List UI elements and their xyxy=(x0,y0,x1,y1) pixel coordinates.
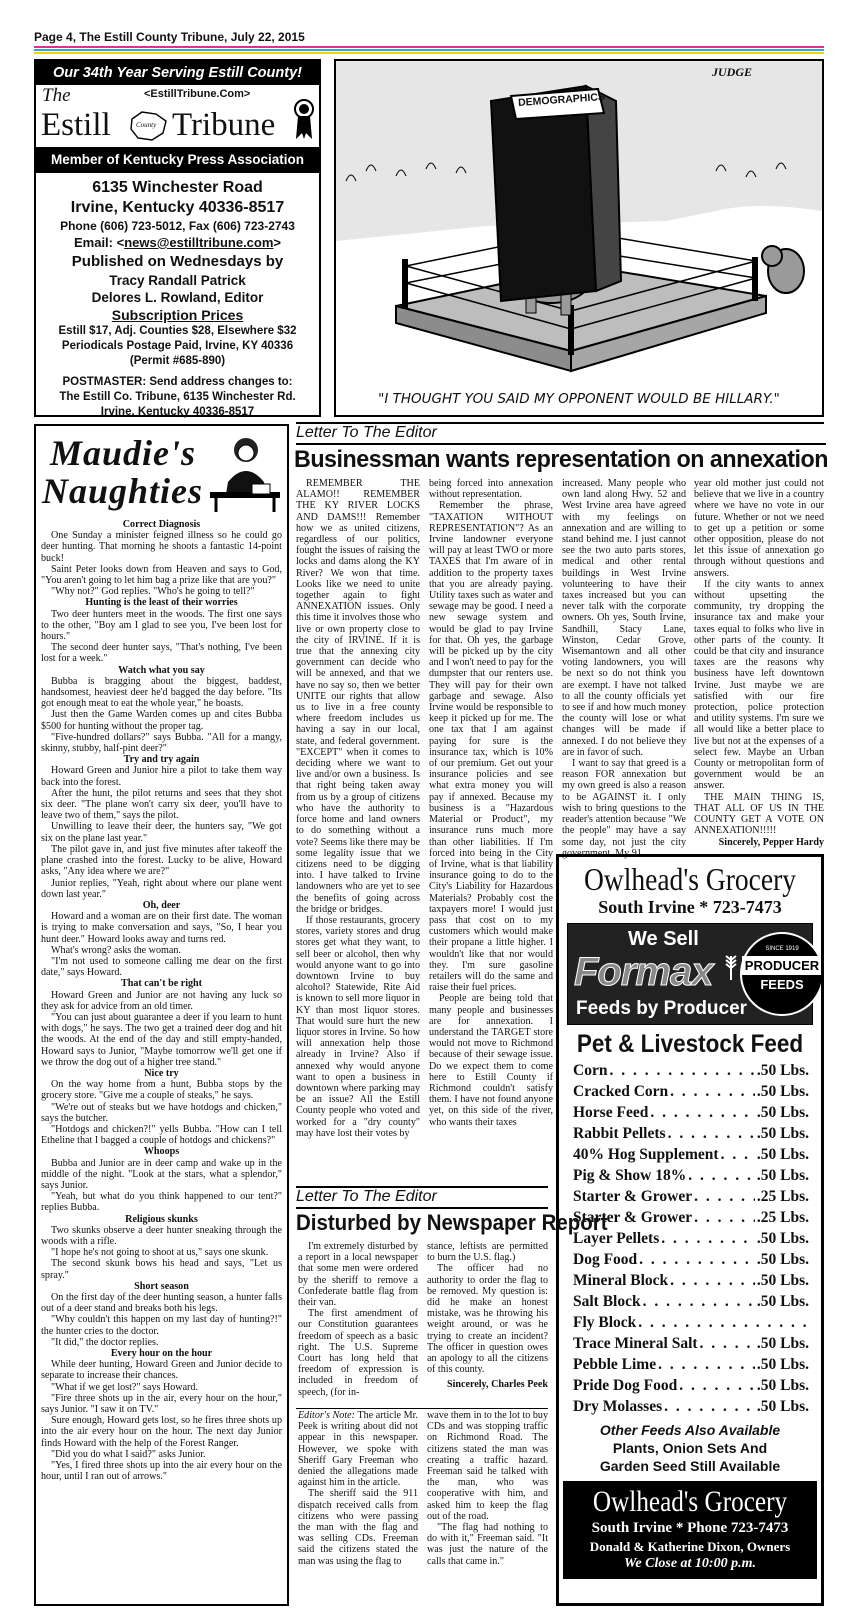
feed-item-name: Pebble Lime xyxy=(573,1356,657,1373)
formax-brand: Formax xyxy=(574,950,713,994)
masthead-box xyxy=(34,59,321,417)
letter2-signature: Sincerely, Charles Peek xyxy=(446,1379,548,1391)
joke-heading: Whoops xyxy=(143,1146,180,1158)
feed-item-row xyxy=(559,1249,821,1270)
feed-item-name: 40% Hog Supplement xyxy=(573,1146,719,1163)
paragraph: If those restaurants, grocery stores, variety stores and drug stores get what they want, to sell beer or alcohol, then why would anyone want to go into downtown Irvine to buy alcohol? Statewide, Rite Aid is known to sell more liquor in KY than most liquor stores. That would sure hurt the new liquor stores in Irvine. So how will annexation help those already in Irvine? Also if annexed why would anyone want to open a business in downtown where parking may be an issue? All the Estill County people who voted and worked for a "dry county" may have lost their votes by xyxy=(296,914,420,1139)
feed-item-leader xyxy=(658,1354,755,1375)
editors-note-text: The article Mr. Peek is writing about did not appear in this newspaper. However, we spoke with Sheriff Gary Freeman who denied the allegations made against him in the article. xyxy=(298,1410,418,1489)
address-line-2: Irvine, Kentucky 40336-8517 xyxy=(70,199,285,216)
feed-item-leader xyxy=(638,1312,807,1333)
feed-item-leader xyxy=(721,1144,755,1165)
feed-item-size: .50 Lbs. xyxy=(756,1377,809,1394)
joke-paragraph: While deer hunting, Howard Green and Junior decide to separate to increase their chances. xyxy=(41,1359,282,1382)
joke-paragraph: Two skunks observe a deer hunter sneaking through the woods with a rifle. xyxy=(41,1224,282,1247)
postage-line: Periodicals Postage Paid, Irvine, KY 40336 xyxy=(61,340,294,352)
paragraph: If the city wants to annex without upsetting the community, try dropping the insurance tax and make your taxes equal to folks who live in other parts of the county. It could be that city and insurance taxes are the reasons why business have left downtown Irvine. Just maybe we are satisfied with our fire protection, police protection and utility systems. I'm sure we all would like a better place to live but not at the expenses of a select few. Maybe an Urban County or metropolitan form of government would be an answer. xyxy=(694,578,824,792)
joke-paragraph: The pilot gave in, and just five minutes after takeoff the plane crashed into the forest. Lucky to be alive, Howard asks, "Any idea where we are?" xyxy=(41,843,282,878)
masthead-logo xyxy=(36,85,319,147)
feed-item-leader xyxy=(661,1228,755,1249)
joke-paragraph: After the hunt, the pilot returns and sees that they shot six deer. "The plane won't carry six deer, you'll have to leave two of them," says the pilot. xyxy=(41,787,282,822)
feed-item-row xyxy=(559,1144,821,1165)
logo-the: The xyxy=(42,85,71,106)
member-bar: Member of Kentucky Press Association xyxy=(36,147,319,173)
postmaster-line-1: POSTMASTER: Send address changes to: xyxy=(62,376,293,388)
joke-heading: Correct Diagnosis xyxy=(122,519,201,530)
letter2-column-2 xyxy=(427,1241,548,1391)
badge-since: SINCE 1919 xyxy=(765,946,799,952)
paragraph: People are being told that many people and businesses are for annexation. I understand the TARGET store would not move to Richmond because of their sewage issue. Do we expect them to come here to Estill County if Richmond couldn't satisfy them. I have not found anyone yet, on this side of the river, who wants their taxes xyxy=(429,993,553,1128)
subscription-prices: Estill $17, Adj. Counties $28, Elsewhere $32 xyxy=(58,325,297,337)
feed-item-name: Rabbit Pellets xyxy=(573,1125,666,1142)
rule-cyan xyxy=(34,49,824,51)
badge-producer: PRODUCER xyxy=(742,956,822,975)
editors-note-paragraph xyxy=(298,1410,418,1488)
feed-item-size: .25 Lbs. xyxy=(756,1209,809,1226)
editorial-cartoon xyxy=(334,59,824,417)
phone-line: Phone (606) 723-5012, Fax (606) 723-2743 xyxy=(60,219,295,233)
paragraph: increased. Many people who own land along Hwy. 52 and West Irvine area have agreed with my feelings on annexation and are willing to stand behind me. I just cannot see the two auto parts stores, medical and other rental buildings in West Irvine volunteering to have their taxes increased but you can never talk with the corporate owners. Oh yes, South Irvine, Sandhill, Stacy Lane, Winston, Cedar Grove, Wisemantown and all other voting landowners, you will be next so do not think you are exempt. I have not talked to all the county officials yet to see if and how much money the county will lose or what changes will be made if annexed. I do not believe they are in favor of such. xyxy=(562,478,686,758)
joke-paragraph: Bubba and Junior are in deer camp and wake up in the middle of the night. "Look at the stars, what a splendor," says Junior. xyxy=(41,1157,282,1191)
editor-line: Delores L. Rowland, Editor xyxy=(91,290,264,305)
joke-paragraph: "I'm not used to someone calling me dear on the first date," says Howard. xyxy=(41,955,282,979)
letter1-column-3 xyxy=(562,478,686,859)
editors-note-column-2 xyxy=(427,1410,548,1567)
producer-feeds-badge xyxy=(740,932,824,1016)
logo-county: County xyxy=(136,121,157,129)
joke-paragraph: Just then the Game Warden comes up and cites Bubba $500 for hunting without the proper tag. xyxy=(41,709,282,732)
cartoon-drawing xyxy=(336,61,822,415)
feed-item-leader xyxy=(700,1333,755,1354)
feeds-by-producer: Feeds by Producer xyxy=(576,998,748,1019)
feed-item-name: Starter & Grower xyxy=(573,1209,693,1226)
maudie-jokes xyxy=(41,519,282,1482)
feed-item-row xyxy=(559,1060,821,1081)
feed-item-leader xyxy=(694,1186,755,1207)
formax-banner xyxy=(567,923,820,1025)
email-suffix: > xyxy=(273,235,282,250)
paragraph: I want to say that greed is a reason FOR annexation but my own greed is also a reason to be AGAINST it. I only wish to bring questions to the reader's attention because "We the people" may have a say some day, not just the city government. My 91 xyxy=(562,758,686,859)
editors-note-paragraph: The sheriff said the 911 dispatch received calls from citizens who were passing the man with the flag and was selling CDs. Freeman said the citizens stated the man was using the flag to xyxy=(298,1488,418,1567)
letter2-column-1 xyxy=(298,1241,418,1398)
footer-store-name: Owlhead's Grocery xyxy=(592,1485,788,1518)
feed-item-row xyxy=(559,1081,821,1102)
feed-item-row xyxy=(559,1312,821,1333)
feed-item-leader xyxy=(668,1123,755,1144)
joke-heading: Every hour on the hour xyxy=(110,1348,213,1360)
logo-estill: Estill xyxy=(41,107,111,143)
paragraph: "The flag had nothing to do with it," Freeman said. "It was just the nature of the calls that came in." xyxy=(427,1522,548,1567)
feed-price-list xyxy=(559,1060,821,1417)
rule-yellow xyxy=(34,52,824,54)
feed-item-row xyxy=(559,1270,821,1291)
joke-heading: Oh, deer xyxy=(142,899,181,911)
paragraph: being forced into annexation without representation. xyxy=(429,478,553,501)
joke-paragraph: "Yeah, but what do you think happened to our tent?" replies Bubba. xyxy=(41,1191,282,1214)
joke-paragraph: Howard and a woman are on their first date. The woman is trying to make conversation and says, "So, I hear you hunt deer." Howard looks away and turns red. xyxy=(41,911,282,945)
joke-heading: Nice try xyxy=(144,1067,179,1079)
feed-item-size: .50 Lbs. xyxy=(756,1230,809,1247)
letter2-headline: Disturbed by Newspaper Report xyxy=(296,1210,608,1235)
letter2-kicker-rule xyxy=(296,1207,548,1209)
feed-item-name: Fly Block xyxy=(573,1314,637,1331)
maudie-title-2: Naughties xyxy=(42,471,204,511)
feed-item-leader xyxy=(650,1102,755,1123)
cartoon-sign: DEMOGRAPHICS xyxy=(517,90,606,109)
letter1-kicker-rule xyxy=(296,443,826,445)
feed-item-leader xyxy=(679,1375,755,1396)
editors-note-label: Editor's Note: xyxy=(298,1410,355,1421)
feed-item-size: .50 Lbs. xyxy=(756,1251,809,1268)
joke-heading: Watch what you say xyxy=(118,664,205,676)
feed-item-size: .50 Lbs. xyxy=(756,1083,809,1100)
feed-item-leader xyxy=(688,1165,755,1186)
paragraph: THE MAIN THING IS, THAT ALL OF US IN THE COUNTY GET A VOTE ON ANNEXATION!!!!! xyxy=(694,791,824,837)
joke-paragraph: Saint Peter looks down from Heaven and says to God, "You aren't going to let him bag a prize like that are you?" xyxy=(41,563,282,587)
owlheads-grocery-ad xyxy=(556,854,824,1606)
feed-item-name: Corn xyxy=(573,1062,608,1079)
footer-owners: Donald & Katherine Dixon, Owners xyxy=(589,1539,791,1554)
feed-item-size: .50 Lbs. xyxy=(756,1062,809,1079)
joke-paragraph: "You can just about guarantee a deer if you learn to hunt with dogs," he says. The two get a trained deer dog and hit the woods. At the end of the day and still empty-handed, Howard says to Junior, "Maybe tomorrow we'll get one if we throw the dog out of a higher tree stand." xyxy=(41,1011,282,1068)
masthead-info xyxy=(36,173,319,420)
joke-paragraph: "Five-hundred dollars?" says Bubba. "All for a mangy, skinny, stubby, half-pint deer?" xyxy=(41,731,282,755)
feed-item-size: .50 Lbs. xyxy=(756,1146,809,1163)
paragraph: The officer had no authority to order the flag to be removed. My question is: did he make an honest mistake, was he throwing his weight around, or was he trying to create an incident? The officer in question owes an apology to all the citizens of this county. xyxy=(427,1263,548,1376)
joke-paragraph: The second deer hunter says, "That's nothing, I've been lost for a week." xyxy=(41,642,282,665)
badge-feeds: FEEDS xyxy=(760,977,804,992)
editors-note-rule xyxy=(296,1408,548,1409)
feed-item-name: Starter & Grower xyxy=(573,1188,693,1205)
joke-heading: Try and try again xyxy=(123,754,200,766)
feed-item-leader xyxy=(694,1207,755,1228)
joke-paragraph: "It did," the doctor replies. xyxy=(51,1336,159,1348)
joke-paragraph: On the first day of the deer hunting season, a hunter falls out of a deer stand and breaks both his legs. xyxy=(41,1292,282,1315)
feed-item-row xyxy=(559,1354,821,1375)
feed-item-row xyxy=(559,1165,821,1186)
postmaster-line-3: Irvine, Kentucky 40336-8517 xyxy=(100,406,255,418)
feed-item-size: .50 Lbs. xyxy=(756,1125,809,1142)
joke-paragraph: "Why couldn't this happen on my last day of hunting?!" the hunter cries to the doctor. xyxy=(41,1314,282,1337)
feed-item-name: Pig & Show 18% xyxy=(573,1167,687,1184)
feed-item-size: .50 Lbs. xyxy=(756,1398,809,1415)
footer-phone: South Irvine * Phone 723-7473 xyxy=(591,1520,789,1536)
maudies-naughties-box xyxy=(34,424,289,1606)
feed-item-name: Mineral Block xyxy=(573,1272,669,1289)
ad-footer xyxy=(563,1481,817,1579)
feed-item-size: .50 Lbs. xyxy=(756,1356,809,1373)
subscription-title: Subscription Prices xyxy=(111,307,244,323)
feed-item-size: .50 Lbs. xyxy=(756,1272,809,1289)
joke-paragraph: "Fire three shots up in the air, every hour on the hour," says Junior. "I saw it on TV." xyxy=(41,1392,282,1416)
joke-paragraph: Two deer hunters meet in the woods. The first one says to the other, "Boy am I glad to see you, I've been lost for hours." xyxy=(41,608,282,643)
paragraph: wave them in to the lot to buy CDs and was stopping traffic on Richmond Road. The citizens stated the man was creating a traffic hazard. Freeman said he talked with the man, who was cooperative with him, and asked him to keep the flag out of the road. xyxy=(427,1410,548,1522)
joke-paragraph: Unwilling to leave their deer, the hunters say, "We got six on the plane last year." xyxy=(41,821,282,844)
feed-item-row xyxy=(559,1228,821,1249)
feed-item-name: Salt Block xyxy=(573,1293,641,1310)
joke-paragraph: "Yes, I fired three shots up into the air every hour on the hour, until I ran out of arrows." xyxy=(41,1460,282,1483)
paragraph: The first amendment of our Constitution guarantees freedom of speech as a basic right. The U.S. Supreme Court has long held that freedom of expression is included in freedom of speech, (for in- xyxy=(298,1308,418,1398)
feed-item-row xyxy=(559,1396,821,1417)
ad-other-3: Garden Seed Still Available xyxy=(599,1458,781,1474)
footer-closing-time: We Close at 10:00 p.m. xyxy=(624,1556,756,1571)
logo-web: <EstillTribune.Com> xyxy=(144,88,251,100)
email-prefix: Email: < xyxy=(73,235,125,250)
joke-heading: Hunting is the least of their worries xyxy=(85,597,238,609)
ad-store-name: Owlhead's Grocery xyxy=(583,861,797,897)
feed-item-size: .25 Lbs. xyxy=(756,1188,809,1205)
email-link[interactable]: news@estilltribune.com xyxy=(124,235,274,250)
email-line xyxy=(36,234,319,251)
paragraph: REMEMBER THE ALAMO!! REMEMBER THE KY RIVER LOCKS AND DAMS!!! Remember how we as united citizens, regardless of our politics, fought the issues of raising the locks and dams along the KY River? We won that time. Looks like we need to unite together again to fight ANNEXATION issues. Only this time it involves those who live or own property close to the city of IRVINE. If it is true that the annexing city government can decide who will be annexed, and that we have no say so, then we better UNITE our rights that allow us to live in a free county where freedom includes us having a say in our local, state, and federal government. "EXCEPT" when it comes to deciding where we want to live and/or own a business. Is that right being taken away from us by a group of citizens who have the authority to force home and land owners to do something without a vote? Seems like there may be some legality issue that we citizens need to be digging into. I have talked to Irvine landowners who are yet to see the benefits of going across the bridge or bridges. xyxy=(296,478,420,915)
feed-item-name: Horse Feed xyxy=(573,1104,649,1121)
joke-paragraph: "I hope he's not going to shoot at us," says one skunk. xyxy=(51,1247,269,1259)
feed-item-size: .50 Lbs. xyxy=(756,1104,809,1121)
feed-item-name: Dog Food xyxy=(573,1251,638,1268)
paragraph: year old mother just could not believe that we live in a country where we have no vote in our future. Whether or not we need to get up a petition or some other opposition, please do not let this issue of annexation go through without questions and answers. xyxy=(694,478,824,579)
joke-paragraph: Sure enough, Howard gets lost, so he fires three shots up into the air every hour on the hour. The next day Junior finds Howard with the help of the Forest Ranger. xyxy=(41,1415,282,1449)
cartoon-signature: JUDGE xyxy=(711,65,752,79)
feed-item-leader xyxy=(670,1270,755,1291)
letter1-headline: Businessman wants representation on annexation xyxy=(294,446,828,473)
paragraph: Remember the phrase, "TAXATION WITHOUT REPRESENTATION"? As an Irvine landowner everyone will pay at least TWO or more TAXES that I'm aware of in addition to the property taxes that you are already paying. Utility taxes such as water and sewage may be good. I need a new sewage system and would be glad to pay Irvine for that. Oh yes, the garbage will be picked up by the city and I won't need to pay for the dumpster that our renters use. They will pay for their own garbage and sewage. Also Irvine would be responsible to keep it picked up for me. The one tax that I am against paying for sure is the insurance tax, which is 10% of our premium. Get out your insurance policies and see what extra money you will pay if annexed. Because my business is a "Hazardous Material or Product", my insurance runs much more than other liabilities. If I'm forced into being in the City of Irvine, what is that liability insurance going to do to the City's Liability for Hazardous Materials? Probably cost the taxpayers more! I would just pass that cost on to my customers which would make their propane a little higher. I wouldn't like that nor would they. I'm sure gasoline retailers will do the same and raise their fuel prices. xyxy=(429,500,553,994)
feed-item-name: Pride Dog Food xyxy=(573,1377,678,1394)
feed-item-row xyxy=(559,1291,821,1312)
logo-tribune: Tribune xyxy=(172,107,276,143)
joke-paragraph: Howard Green and Junior hire a pilot to take them way back into the forest. xyxy=(41,765,282,788)
award-ribbon-icon xyxy=(292,97,316,141)
masthead-banner: Our 34th Year Serving Estill County! xyxy=(36,61,319,85)
feed-item-row xyxy=(559,1207,821,1228)
letter1-column-4 xyxy=(694,478,824,848)
feed-item-name: Trace Mineral Salt xyxy=(573,1335,698,1352)
rule-magenta xyxy=(34,46,824,48)
joke-heading: Religious skunks xyxy=(125,1213,198,1225)
feed-item-row xyxy=(559,1375,821,1396)
feed-item-name: Layer Pellets xyxy=(573,1230,660,1247)
joke-paragraph: One Sunday a minister feigned illness so he could go deer hunting. That morning he shoots a fantastic 14-point buck! xyxy=(41,530,282,564)
letter1-column-2 xyxy=(429,478,553,1128)
letter2-kicker: Letter To The Editor xyxy=(296,1188,437,1205)
joke-heading: Short season xyxy=(134,1280,189,1292)
feed-item-size: .50 Lbs. xyxy=(756,1293,809,1310)
joke-paragraph: On the way home from a hunt, Bubba stops by the grocery store. "Give me a couple of steaks," he says. xyxy=(41,1079,282,1102)
feed-title: Pet & Livestock Feed xyxy=(576,1030,804,1058)
joke-paragraph: What's wrong? asks the woman. xyxy=(51,944,181,956)
feed-item-leader xyxy=(609,1060,754,1081)
feed-item-row xyxy=(559,1123,821,1144)
we-sell-text: We Sell xyxy=(628,928,699,950)
editors-note-column-1 xyxy=(298,1410,418,1567)
feed-item-leader xyxy=(670,1081,755,1102)
ad-location: South Irvine * 723-7473 xyxy=(598,897,782,917)
maudie-portrait-icon xyxy=(206,432,284,514)
letter1-column-1 xyxy=(296,478,420,1139)
joke-paragraph: "Did you do what I said?" asks Junior. xyxy=(51,1448,206,1460)
ad-other-1: Other Feeds Also Available xyxy=(599,1422,781,1438)
page-folio: Page 4, The Estill County Tribune, July 22, 2015 xyxy=(34,30,305,44)
feed-item-leader xyxy=(639,1249,755,1270)
joke-paragraph: The second skunk bows his head and says, "Let us spray." xyxy=(41,1258,282,1281)
joke-paragraph: Howard Green and Junior are not having any luck so they ask for advice from an old timer. xyxy=(41,989,282,1012)
feed-item-name: Cracked Corn xyxy=(573,1083,669,1100)
feed-item-row xyxy=(559,1186,821,1207)
cartoon-caption: "I THOUGHT YOU SAID MY OPPONENT WOULD BE HILLARY." xyxy=(378,391,780,407)
paragraph: stance, leftists are permitted to burn the U.S. flag.) xyxy=(427,1241,548,1264)
address-line-1: 6135 Winchester Road xyxy=(92,179,263,196)
feed-item-size: .50 Lbs. xyxy=(756,1167,809,1184)
ad-other-2: Plants, Onion Sets And xyxy=(612,1440,768,1456)
joke-heading: That can't be right xyxy=(120,978,203,990)
joke-paragraph: Bubba is bragging about the biggest, baddest, handsomest, heaviest deer he'd bagged the day before. "Its got enough meat to eat the whole year," he boasts. xyxy=(41,675,282,710)
joke-paragraph: "What if we get lost?" says Howard. xyxy=(51,1381,198,1393)
permit-line: (Permit #685-890) xyxy=(129,355,226,367)
letter1-signature: Sincerely, Pepper Hardy xyxy=(718,836,824,848)
feed-item-size: .50 Lbs. xyxy=(756,1335,809,1352)
publisher-line: Tracy Randall Patrick xyxy=(109,273,246,288)
published-line: Published on Wednesdays by xyxy=(71,253,284,270)
postmaster-line-2: The Estill Co. Tribune, 6135 Winchester Rd. xyxy=(59,391,296,403)
joke-paragraph: "Hotdogs and chicken?!" yells Bubba. "How can I tell Etheline that I bagged a couple of hotdogs and chickens?" xyxy=(41,1123,282,1147)
feed-item-row xyxy=(559,1102,821,1123)
feed-item-row xyxy=(559,1333,821,1354)
joke-paragraph: "Why not?" God replies. "Who's he going to tell?" xyxy=(51,586,255,598)
feed-item-leader xyxy=(643,1291,755,1312)
feed-item-leader xyxy=(664,1396,755,1417)
joke-paragraph: "We're out of steaks but we have hotdogs and chicken," says the butcher. xyxy=(41,1101,282,1124)
paragraph: I'm extremely disturbed by a report in a local newspaper that some men were ordered by the sheriff to remove a Confederate battle flag from their van. xyxy=(298,1241,418,1309)
letter1-kicker: Letter To The Editor xyxy=(296,424,437,441)
joke-paragraph: Junior replies, "Yeah, right about where our plane went down last year." xyxy=(41,877,282,900)
wheat-icon xyxy=(724,952,738,980)
feed-item-name: Dry Molasses xyxy=(573,1398,663,1415)
maudie-title-1: Maudie's xyxy=(50,433,197,473)
